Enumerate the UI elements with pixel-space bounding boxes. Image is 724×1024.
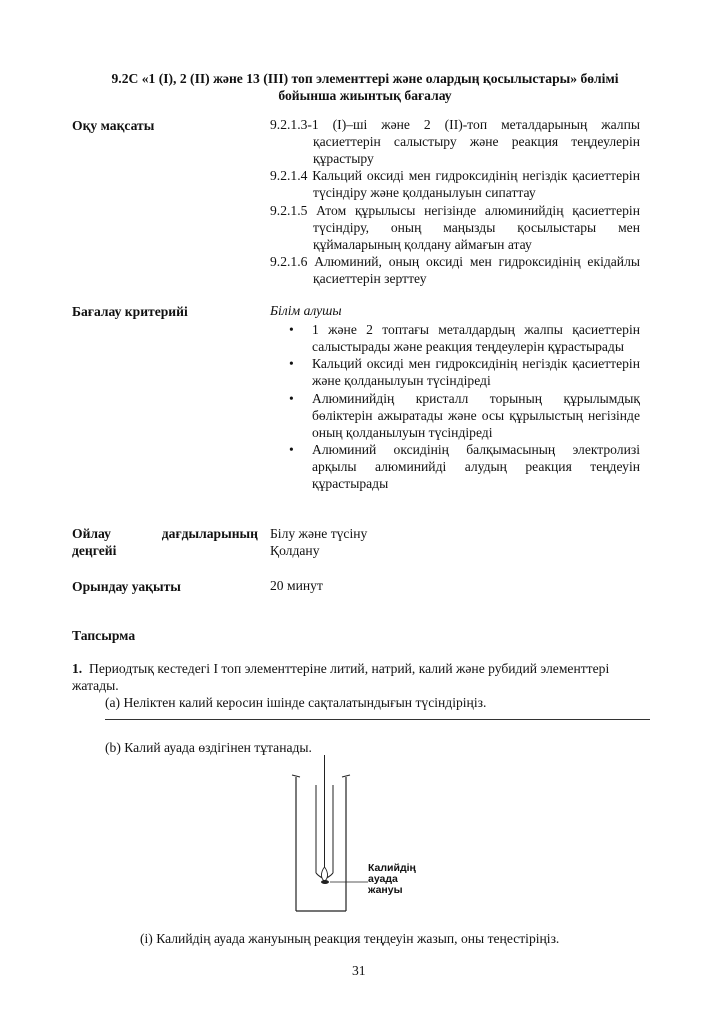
objective-item: 9.2.1.4 Кальций оксиді мен гидроксидінің негіздік қасиеттерін түсіндіру және қолданылуын сипаттау	[270, 168, 640, 201]
thinking-levels	[270, 525, 640, 559]
objectives-list	[270, 117, 640, 289]
potassium-sample	[321, 880, 329, 884]
figure-caption-line: жануы	[368, 884, 403, 896]
question-1b: (b) Калий ауада өздігінен тұтанады.	[105, 740, 312, 755]
page-number: 31	[352, 963, 366, 978]
objective-item: 9.2.1.6 Алюминий, оның оксиді мен гидроксидінің екідайлы қасиеттерін зерттеу	[270, 254, 640, 287]
criteria-label: Бағалау критерийі	[72, 304, 188, 319]
objectives-label: Оқу мақсаты	[72, 118, 155, 133]
question-1-text: Периодтық кестедегі І топ элементтеріне литий, натрий, калий және рубидий элементтері	[89, 661, 610, 676]
task-heading: Тапсырма	[72, 628, 136, 643]
criteria-list	[270, 322, 640, 493]
thinking-label-line-2: деңгейі	[72, 543, 117, 558]
figure-caption-line: Калийдің	[368, 862, 416, 874]
question-1a: (a) Неліктен калий керосин ішінде сақталатындығын түсіндіріңіз.	[105, 695, 487, 710]
criteria-item: • 1 және 2 топтағы металдардың жалпы қасиеттерін салыстырады және реакция теңдеулерін құрастырады	[312, 322, 640, 356]
figure-caption	[368, 863, 416, 896]
objective-item: 9.2.1.5 Атом құрылысы негізінде алюминийдің қасиеттерін түсіндіру, оның маңызды қосылыстары мен құймаларының қолдану аймағын атау	[270, 202, 640, 252]
thinking-level: Білу және түсіну	[270, 526, 368, 541]
criteria-block	[270, 303, 640, 494]
criteria-subhead: Білім алушы	[270, 303, 342, 318]
objective-item: 9.2.1.3-1 (І)–ші және 2 (ІІ)-топ металдарының жалпы қасиеттерін салыстыру және реакция теңдеулерін құрастыру	[270, 117, 640, 166]
criteria-item: • Кальций оксиді мен гидроксидінің негіздік қасиеттерін және қолданылуын түсіндіреді	[312, 356, 640, 390]
thinking-label-line-1: Ойлау дағдыларының	[72, 526, 258, 541]
time-value: 20 минут	[270, 578, 323, 593]
time-label: Орындау уақыты	[72, 579, 181, 594]
page-title	[80, 70, 650, 104]
question-1b-i: (і) Калийдің ауада жануының реакция теңдеуін жазып, оны теңестіріңіз.	[140, 931, 560, 946]
question-1	[72, 660, 652, 694]
burning-potassium-figure	[290, 755, 450, 915]
question-1-number: 1.	[72, 661, 83, 676]
title-line-2: бойынша жиынтық бағалау	[278, 88, 452, 103]
thinking-level: Қолдану	[270, 543, 320, 558]
question-1-text-cont: жатады.	[72, 678, 119, 693]
criteria-item: • Алюминийдің кристалл торының құрылымдық бөліктерін ажыратады және осы құрылыстың негізінде оның қолданылуын түсіндіреді	[312, 391, 640, 441]
thinking-label	[72, 525, 258, 559]
figure-caption-line: ауада	[368, 873, 398, 885]
answer-line[interactable]	[105, 719, 650, 720]
title-line-1: 9.2С «1 (І), 2 (ІІ) және 13 (ІІІ) топ элементтері және олардың қосылыстары» бөлімі	[111, 71, 619, 86]
criteria-item: • Алюминий оксидінің балқымасының электролизі арқылы алюминийді алудың реакция теңдеуін құрастырады	[312, 442, 640, 492]
